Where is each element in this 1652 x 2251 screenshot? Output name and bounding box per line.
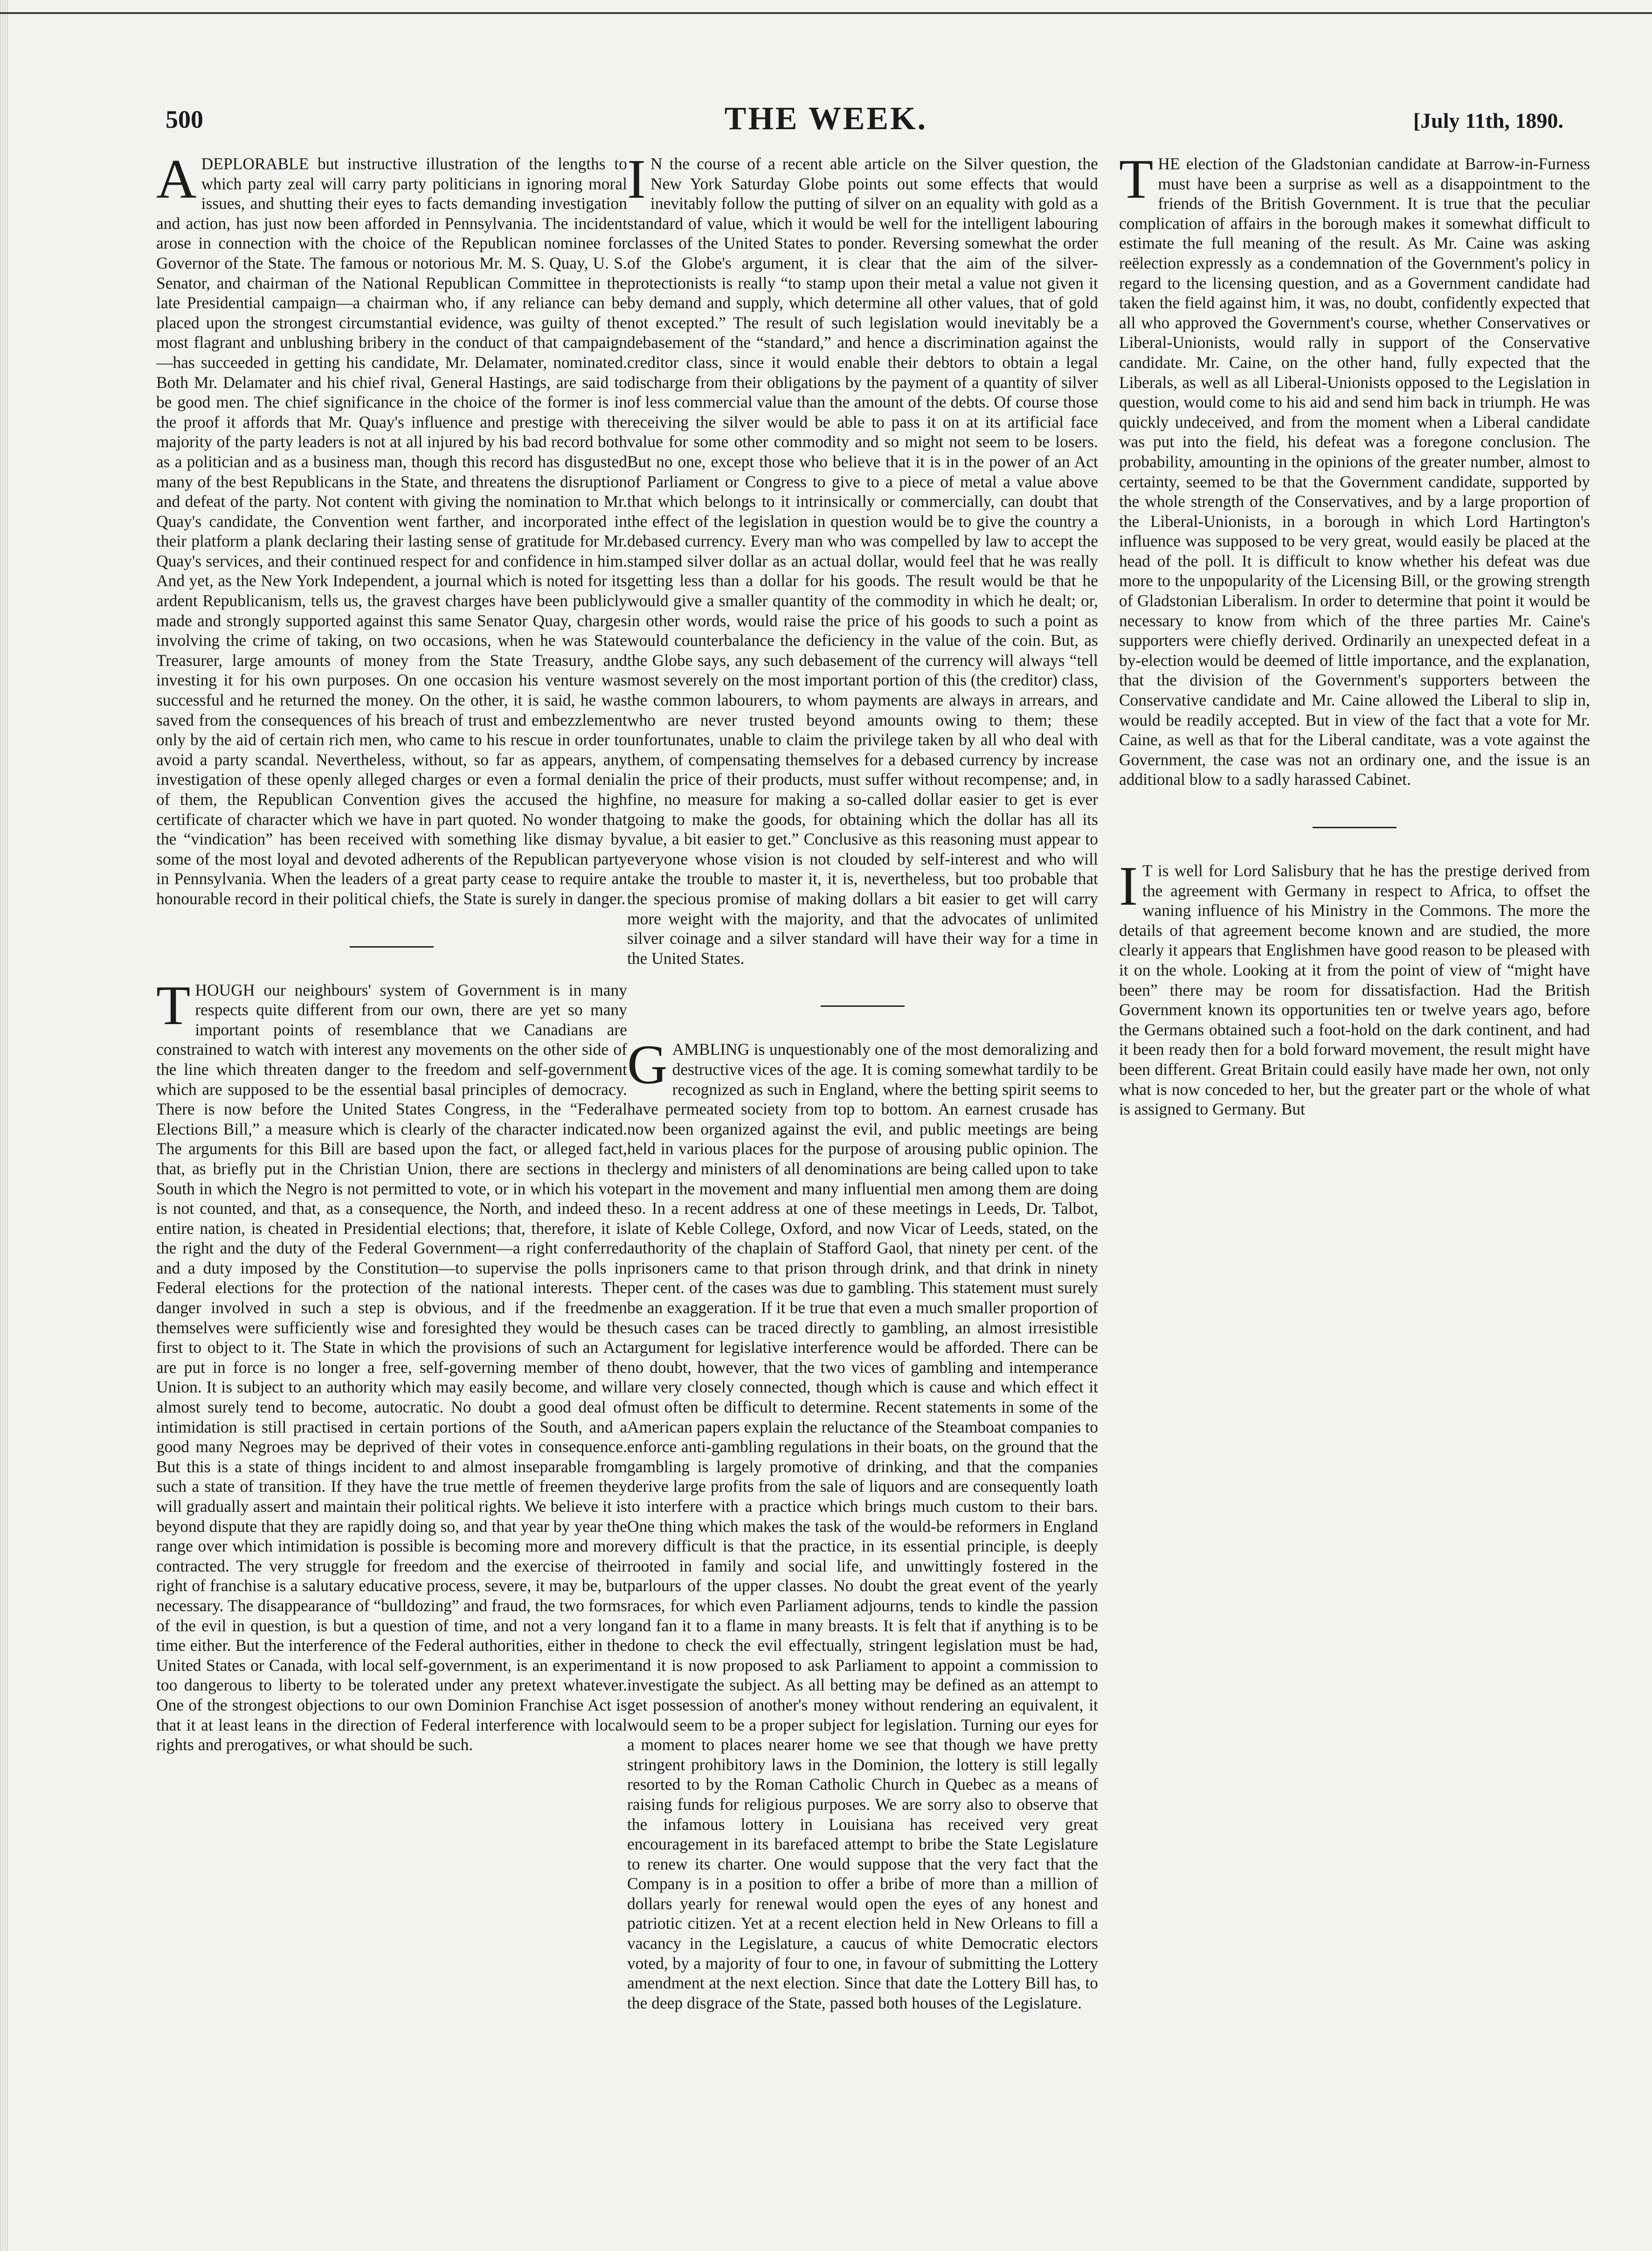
dropcap: I bbox=[627, 154, 646, 210]
column-3 bbox=[1119, 154, 1590, 2224]
page-edge bbox=[0, 0, 9, 2251]
issue-date: [July 11th, 1890. bbox=[1413, 109, 1563, 132]
page-number: 500 bbox=[166, 105, 203, 133]
article-gambling bbox=[627, 1033, 1098, 2013]
article-federal-elections bbox=[156, 974, 627, 1755]
section-rule bbox=[1313, 827, 1396, 828]
article-text: HE election of the Gladstonian candidate at Barrow-in-Furness must have been a surprise as well as a disappointment to the friends of the British Government. It is true that the peculiar complication of affairs in the borough makes it somewhat difficult to estimate the full meaning of the result. As Mr. Caine was asking reëlection expressly as a condemnation of the Government's policy in regard to the licensing question, and as a Government candidate had taken the field against him, it was, no doubt, confidently expected that all who approved the Government's course, whether Conservatives or Liberal-Unionists, would rally in support of the Conservative candidate. Mr. Caine, on the other hand, fully expected that the Liberals, as well as all Liberal-Unionists opposed to the Legislation in question, would come to his aid and send him back in triumph. He was quickly undeceived, and from the moment when a Liberal candidate was put into the field, his defeat was a foregone conclusion. The probability, amounting in the opinions of the greater number, almost to certainty, seemed to be that the Government candidate, supported by the whole strength of the Conservatives, and by a large proportion of the Liberal-Unionists, in a borough in which Lord Hartington's influence was supposed to be very great, would easily be placed at the head of the poll. It is difficult to know whether his defeat was due more to the unpopularity of the Licensing Bill, or the growing strength of Gladstonian Liberalism. In order to determine that point it would be necessary to know from which of the three parties Mr. Caine's supporters were chiefly derived. Ordinarily an unexpected defeat in a by-election would be deemed of little importance, and the explanation, that the division of the Government's supporters between the Conservative candidate and Mr. Caine allowed the Liberal to slip in, would be readily accepted. But in view of the fact that a vote for Mr. Caine, as well as that for the Liberal canditate, was a vote against the Government, the case was not an ordinary one, and the issue is an additional blow to a sadly harassed Cabinet. bbox=[1119, 154, 1590, 789]
article-text: DEPLORABLE but instructive illustration of the lengths to which party zeal will carry party politicians in ignoring moral issues, and shutting their eyes to facts demanding investigation and action, has just now been afforded in Pennsylvania. The incident arose in connection with the choice of the Republican nominee for Governor of the State. The famous or notorious Mr. M. S. Quay, U. S. Senator, and chairman of the National Republican Committee in the late Presidential campaign—a chairman who, if any reliance can be placed upon the strongest circumstantial evidence, was guilty of the most flagrant and unblushing bribery in the conduct of that campaign—has succeeded in getting his candidate, Mr. Delamater, nominated. Both Mr. Delamater and his chief rival, General Hastings, are said to be good men. The chief significance in the choice of the former is in the proof it affords that Mr. Quay's influence and prestige with the majority of the party leaders is not at all injured by his bad record both as a politician and as a business man, though this record has disgusted many of the best Republicans in the State, and threatens the disruption and defeat of the party. Not content with giving the nomination to Mr. Quay's candidate, the Convention went farther, and incorporated in their platform a plank declaring their lasting sense of gratitude for Mr. Quay's services, and their continued respect for and confidence in him. And yet, as the New York Independent, a journal which is noted for its ardent Republicanism, tells us, the gravest charges have been publicly made and strongly supported against this same Senator Quay, charges involving the crime of taking, on two occasions, when he was State Treasurer, large amounts of money from the State Treasury, and investing it for his own purposes. On one occasion his venture was successful and he returned the money. On the other, it is said, he was saved from the consequences of his breach of trust and embezzlement only by the aid of certain rich men, who came to his rescue in order to avoid a party scandal. Nevertheless, without, so far as appears, any investigation of these openly alleged charges or even a formal denial of them, the Republican Convention gives the accused the high certificate of character which we have in part quoted. No wonder that the “vindication” has been received with something like dismay by some of the most loyal and devoted adherents of the Republican party in Pennsylvania. When the leaders of a great party cease to require an honourable record in their political chiefs, the State is surely in danger. bbox=[156, 154, 627, 908]
dropcap: T bbox=[1119, 154, 1154, 210]
top-rule bbox=[0, 0, 1652, 14]
article-silver bbox=[627, 154, 1098, 968]
article-text: AMBLING is unquestionably one of the most demoralizing and destructive vices of the age. It is coming somewhat tardily to be recognized as such in England, where the betting spirit seems to have permeated society from top to bottom. An earnest crusade has now been organized against the evil, and public meetings are being held in various places for the purpose of arousing public opinion. The clergy and ministers of all denominations are being called upon to take part in the movement and many influential men among them are doing so. In a recent address at one of these meetings in Leeds, Dr. Talbot, late of Keble College, Oxford, and now Vicar of Leeds, stated, on the authority of the chaplain of Stafford Gaol, that ninety per cent. of the prisoners came to that prison through drink, and that drink in ninety per cent. of the cases was due to gambling. This statement must surely be an exaggeration. If it be true that even a much smaller proportion of such cases can be traced directly to gambling, an almost irresistible argument for legislative interference would be afforded. There can be no doubt, however, that the two vices of gambling and intemperance are very closely connected, though which is cause and which effect it must often be difficult to determine. Recent statements in some of the American papers explain the reluctance of the Steamboat companies to enforce anti-gambling regulations in their boats, on the ground that the gambling is largely promotive of drinking, and that the companies derive large profits from the sale of liquors and are consequently loath to interfere with a practice which brings much custom to their bars. One thing which makes the task of the would-be reformers in England very difficult is that the practice, in its essential principle, is deeply rooted in family and social life, and unwittingly fostered in the parlours of the upper classes. No doubt the great event of the yearly races, for which even Parliament adjourns, tends to kindle the passion and fan it to a flame in many breasts. It is felt that if anything is to be done to check the evil effectually, stringent legislation must be had, and it is now proposed to ask Parliament to appoint a commission to investigate the subject. As all betting may be defined as an attempt to get possession of another's money without rendering an equivalent, it would seem to be a proper subject for legislation. Turning our eyes for a moment to places nearer home we see that though we have pretty stringent prohibitory laws in the Dominion, the lottery is still legally resorted to by the Roman Catholic Church in Quebec as a means of raising funds for religious purposes. We are sorry also to observe that the infamous lottery in Louisiana has received very great encouragement in its barefaced attempt to bribe the State Legislature to renew its charter. One would suppose that the very fact that the Company is in a position to offer a bribe of more than a million of dollars yearly for renewal would open the eyes of any honest and patriotic citizen. Yet at a recent election held in New Orleans to fill a vacancy in the Legislature, a caucus of white Democratic electors voted, by a majority of four to one, in favour of submitting the Lottery amendment at the next election. Since that date the Lottery Bill has, to the deep disgrace of the State, passed both houses of the Legislature. bbox=[627, 1040, 1098, 2012]
dropcap: I bbox=[1119, 855, 1138, 917]
masthead: THE WEEK. bbox=[724, 101, 928, 137]
article-barrow bbox=[1119, 154, 1590, 790]
section-rule bbox=[350, 946, 434, 948]
column-2 bbox=[627, 154, 1098, 2224]
article-quay bbox=[156, 154, 627, 909]
article-text: HOUGH our neighbours' system of Government is in many respects quite different from our own, there are yet so many important points of resemblance that we Canadians are constrained to watch with interest any movements on the other side of the line which threaten danger to the freedom and self-government which are supposed to be the essential basal principles of democracy. There is now before the United States Congress, in the “Federal Elections Bill,” a measure which is clearly of the character indicated. The arguments for this Bill are based upon the fact, or alleged fact, that, as briefly put in the Christian Union, there are sections in the South in which the Negro is not permitted to vote, or in which his vote is not counted, and that, as a consequence, the North, and indeed the entire nation, is cheated in Presidential elections; that, therefore, it is the right and the duty of the Federal Government—a right conferred and a duty imposed by the Constitution—to supervise the polls in Federal elections for the protection of the national interests. The danger involved in such a step is obvious, and if the freedmen themselves were sufficiently wise and foresighted they would be the first to object to it. The State in which the provisions of such an Act are put in force is no longer a free, self-governing member of the Union. It is subject to an authority which may easily become, and will almost surely tend to become, autocratic. No doubt a good deal of intimidation is still practised in certain portions of the South, and a good many Negroes may be deprived of their votes in consequence. But this is a state of things incident to and almost inseparable from such a state of transition. If they have the true mettle of freemen they will gradually assert and maintain their political rights. We believe it is beyond dispute that they are rapidly doing so, and that year by year the range over which intimidation is possible is becoming more and more contracted. The very struggle for freedom and the exercise of their right of franchise is a salutary educative process, severe, it may be, but necessary. The disappearance of “bulldozing” and fraud, the two forms of the evil in question, is but a question of time, and not a very long time either. But the interference of the Federal authorities, either in the United States or Canada, with local self-government, is an experiment too dangerous to liberty to be tolerated under any pretext whatever. One of the strongest objections to our own Dominion Franchise Act is that it at least leans in the direction of Federal interference with local rights and prerogatives, or what should be such. bbox=[156, 980, 627, 1754]
dropcap: T bbox=[156, 974, 191, 1036]
column-1 bbox=[156, 154, 627, 2224]
article-text: N the course of a recent able article on the Silver question, the New York Saturday Globe points out some effects that would inevitably follow the putting of silver on an equality with gold as a standard of value, which it would be well for the intelligent labouring classes of the United States to ponder. Reversing somewhat the order of the Globe's argument, it is clear that the aim of the silver-protectionists is really “to stamp upon their metal a value not given it by demand and supply, which determine all other values, that of gold not excepted.” The result of such legislation would inevitably be a debasement of the “standard,” and hence a discrimination against the creditor class, since it would enable their debtors to obtain a legal discharge from their obligations by the payment of a quantity of silver of less commercial value than the amount of the debts. Of course those receiving the silver would be able to pass it on at its artificial face value for some other commodity and so might not seem to be losers. But no one, except those who believe that it is in the power of an Act of Parliament or Congress to give to a piece of metal a value above that which belongs to it intrinsically or commercially, can doubt that the effect of the legislation in question would be to give the country a debased currency. Every man who was compelled by law to accept the stamped silver dollar as an actual dollar, would feel that he was really getting less than a dollar for his goods. The result would be that he would give a smaller quantity of the commodity in which he dealt; or, in other words, would raise the price of his goods to such a point as would counterbalance the deficiency in the value of the coin. But, as the Globe says, any such debasement of the currency will always “tell most severely on the most important portion of this (the creditor) class, the common labourers, to whom payments are always in arrears, and who are never trusted beyond amounts owing to them; these unfortunates, unable to claim the privilege taken by all who deal with them, of compensating themselves for a debased currency by increase in the price of their products, must suffer without recompense; and, in fine, no measure for making a so-called dollar easier to get is ever going to make the goods, for obtaining which the dollar has all its value, a bit easier to get.” Conclusive as this reasoning must appear to everyone whose vision is not clouded by self-interest and who will take the trouble to master it, it is, nevertheless, but too probable that the specious promise of making dollars a bit easier to get will carry more weight with the majority, and that the advocates of unlimited silver coinage and a silver standard will have their way for a time in the United States. bbox=[627, 154, 1098, 968]
article-text: T is well for Lord Salisbury that he has the prestige derived from the agreement with Germany in respect to Africa, to offset the waning influence of his Ministry in the Commons. The more the details of that agreement become known and are studied, the more clearly it appears that Englishmen have good reason to be pleased with it on the whole. Looking at it from the point of view of “might have been” there may be room for dissatisfaction. Had the British Government known its opportunities ten or twelve years ago, before the Germans obtained such a foot-hold on the dark continent, and had it been ready then for a bold forward movement, the result might have been different. Great Britain could easily have made her own, not only what is now conceded to her, but the greater part or the whole of what is assigned to Germany. But bbox=[1119, 861, 1590, 1119]
section-rule bbox=[821, 1005, 905, 1007]
dropcap: A bbox=[156, 154, 197, 210]
article-salisbury bbox=[1119, 855, 1590, 1119]
dropcap: G bbox=[627, 1033, 668, 1096]
